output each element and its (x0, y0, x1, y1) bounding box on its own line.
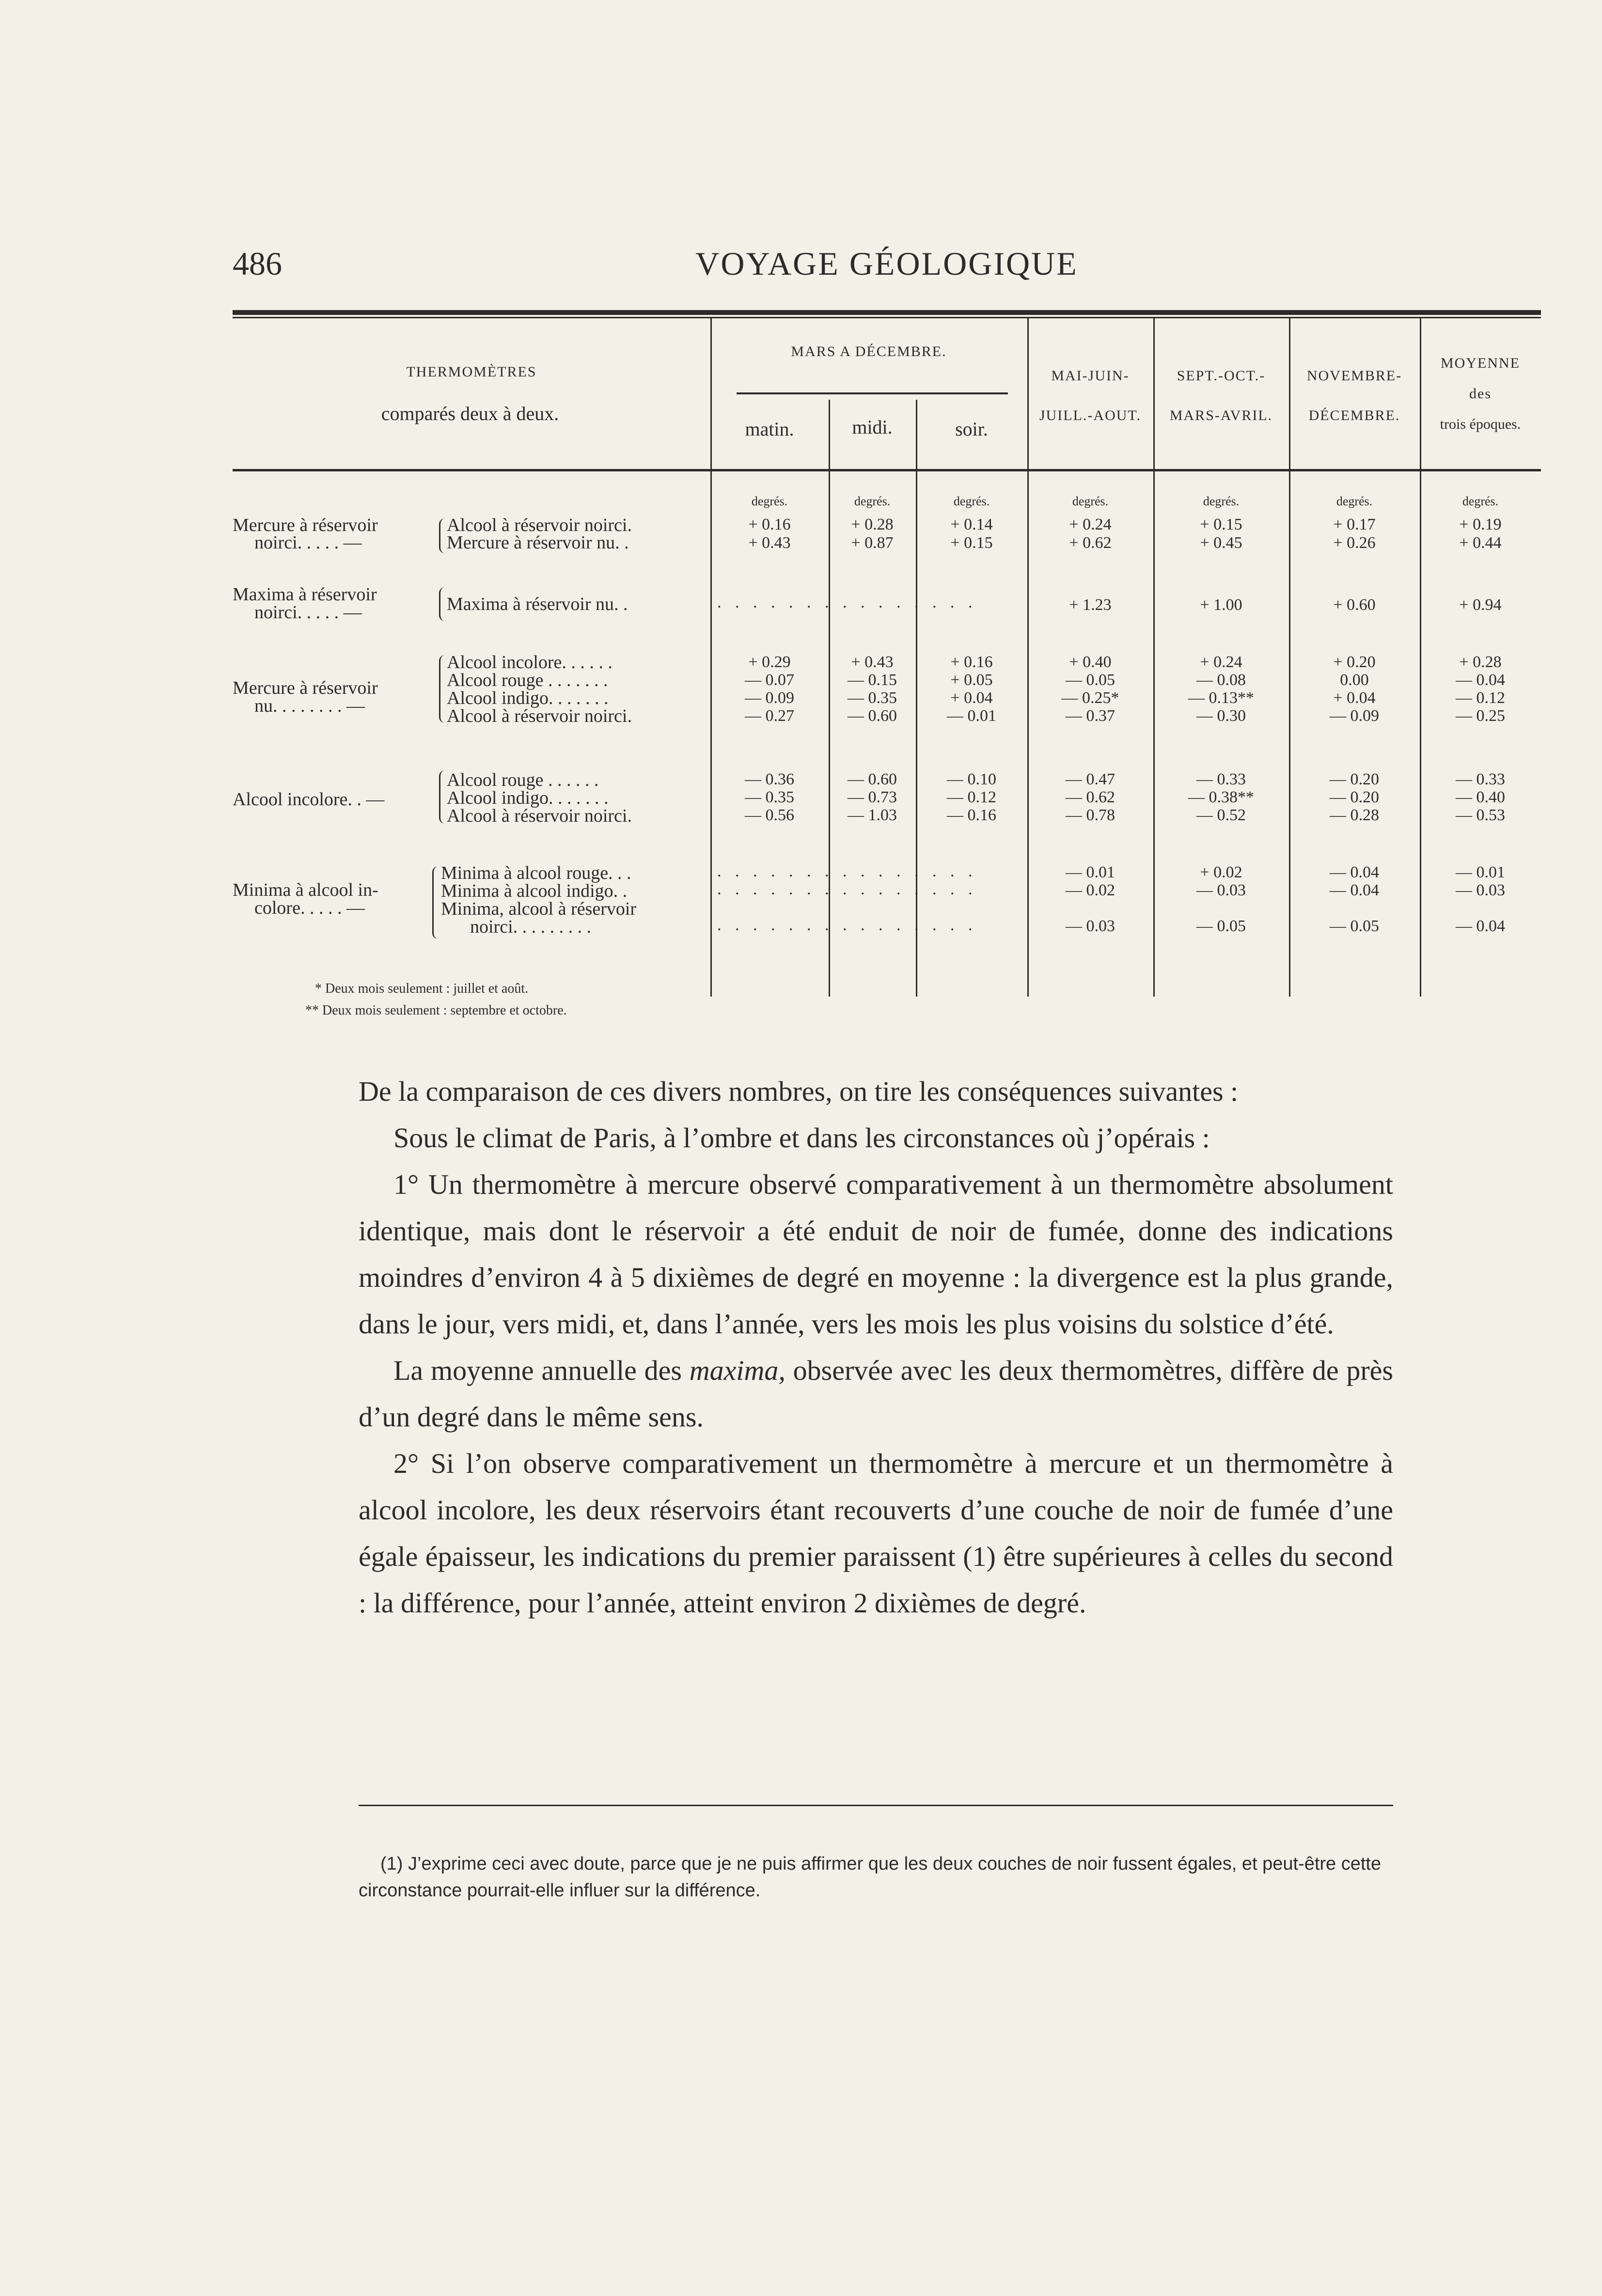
table-cell: + 1.23 (1069, 596, 1112, 614)
page-number: 486 (233, 245, 282, 282)
header-juill-aout: JUILL.-AOUT. (1039, 407, 1142, 423)
table-cell: — 0.02 (1066, 881, 1115, 899)
header-matin: matin. (745, 418, 794, 440)
table-cell: + 0.16 (950, 653, 993, 671)
table-cell: — 0.56 (745, 806, 794, 824)
row-label: Minima, alcool à réservoir (441, 899, 637, 919)
empty-cells-dots: . . . . . . . . . . . . . . . (717, 916, 977, 934)
table-cell: — 0.05 (1066, 671, 1115, 689)
brace (439, 518, 446, 553)
body-text (359, 1068, 1393, 1626)
table-cell: — 0.33 (1456, 770, 1505, 788)
table-cell: + 0.24 (1069, 515, 1112, 533)
table-cell: — 0.04 (1456, 917, 1505, 935)
table-cell: — 0.12 (1456, 689, 1505, 707)
table-cell: — 0.01 (1066, 863, 1115, 881)
header-thermometres: THERMOMÈTRES (406, 364, 537, 380)
empty-cells-dots: . . . . . . . . . . . . . . . (717, 880, 977, 898)
group-label: Alcool incolore. . — (233, 789, 385, 810)
paragraph (359, 1347, 1393, 1440)
unit-label: degrés. (751, 494, 788, 508)
table-cell: — 0.78 (1066, 806, 1115, 824)
group-label: nu. . . . . . . . — (254, 696, 365, 716)
table-cell: — 0.04 (1330, 881, 1379, 899)
table-cell: + 0.62 (1069, 534, 1112, 552)
group-label: noirci. . . . . — (254, 602, 362, 623)
row-label: Alcool à réservoir noirci. (447, 706, 632, 726)
unit-label: degrés. (1462, 494, 1499, 508)
table-cell: — 1.03 (848, 806, 897, 824)
table-cell: — 0.35 (848, 689, 897, 707)
empty-cells-dots: . . . . . . . . . . . . . . . (717, 862, 977, 880)
unit-label: degrés. (953, 494, 990, 508)
table-cell: — 0.20 (1330, 788, 1379, 806)
page-header (233, 245, 1541, 288)
table-cell: — 0.36 (745, 770, 794, 788)
table-cell: + 0.20 (1333, 653, 1376, 671)
unit-label: degrés. (1203, 494, 1240, 508)
header-mars-avril: MARS-AVRIL. (1169, 407, 1273, 423)
table-cell: — 0.47 (1066, 770, 1115, 788)
header-compares: comparés deux à deux. (381, 403, 559, 424)
table-cell: — 0.09 (745, 689, 794, 707)
table-cell: + 0.14 (950, 515, 993, 533)
emphasis-text: maxima, (689, 1355, 785, 1386)
empty-cells-dots: . . . . . . . . . . . . . . . (717, 594, 977, 611)
unit-label: degrés. (1336, 494, 1373, 508)
paragraph: De la comparaison de ces divers nombres, on tire les conséquences suivantes : (359, 1076, 1239, 1107)
header-trois-epoques: trois époques. (1440, 416, 1521, 432)
table-cell: — 0.01 (1456, 863, 1505, 881)
table-cell: — 0.40 (1456, 788, 1505, 806)
table-cell: + 0.28 (851, 515, 894, 533)
table-cell: + 0.28 (1459, 653, 1502, 671)
footnote-rule (359, 1805, 1393, 1806)
table-cell: + 0.43 (851, 653, 894, 671)
table-cell: + 0.15 (950, 534, 993, 552)
table-cell: + 0.45 (1200, 534, 1242, 552)
row-label: Alcool indigo. . . . . . . (447, 788, 609, 808)
row-label: Alcool incolore. . . . . . (447, 652, 613, 672)
table-cell: — 0.60 (848, 770, 897, 788)
table-cell: — 0.25 (1456, 707, 1505, 725)
table-cell: + 0.40 (1069, 653, 1112, 671)
table-cell: + 0.60 (1333, 596, 1376, 614)
running-title: VOYAGE GÉOLOGIQUE (695, 245, 1078, 282)
table-cell: — 0.27 (745, 707, 794, 725)
row-label: Maxima à réservoir nu. . (447, 594, 628, 614)
brace (439, 770, 446, 824)
table-cell: + 0.17 (1333, 515, 1376, 533)
table-cell: + 0.43 (748, 534, 791, 552)
table-cell: — 0.33 (1196, 770, 1246, 788)
comparison-table (233, 310, 1541, 1017)
row-label: Minima à alcool rouge. . . (441, 863, 631, 883)
brace (439, 655, 447, 723)
table-cell: — 0.37 (1066, 707, 1115, 725)
header-midi: midi. (852, 416, 893, 438)
row-label: Alcool rouge . . . . . . . (447, 670, 608, 690)
footnote-text: (1) J’exprime ceci avec doute, parce que je ne puis affirmer que les deux couches de noir fussent égales, et peut-être cette circonstance pourrait-elle influer sur la différence. (359, 1854, 1382, 1901)
group-label: Maxima à réservoir (233, 584, 377, 605)
unit-label: degrés. (1072, 494, 1109, 508)
table-cell: — 0.01 (947, 707, 996, 725)
table-cell: — 0.15 (848, 671, 897, 689)
table-cell: — 0.20 (1330, 770, 1379, 788)
table-cell: + 0.94 (1459, 596, 1502, 614)
table-cell: — 0.52 (1196, 806, 1246, 824)
header-brace (737, 392, 1008, 394)
table-cell: + 0.04 (1333, 689, 1376, 707)
row-label: Alcool rouge . . . . . . (447, 770, 599, 790)
table-note: * Deux mois seulement : juillet et août. (315, 981, 529, 996)
table-cell: — 0.03 (1456, 881, 1505, 899)
table-cell: — 0.03 (1196, 881, 1246, 899)
header-mars-decembre: MARS A DÉCEMBRE. (791, 344, 947, 359)
header-mai-juin: MAI-JUIN- (1051, 368, 1130, 384)
table-cell: + 0.29 (748, 653, 791, 671)
row-label: Minima à alcool indigo. . (441, 881, 628, 901)
table-cell: — 0.04 (1456, 671, 1505, 689)
group-label: colore. . . . . — (254, 898, 365, 918)
table-header-rule (233, 469, 1541, 471)
paragraph-text: observée avec les deux thermomètres, diffère de près d’un degré dans le même sens. (359, 1355, 1394, 1433)
header-sept-oct: SEPT.-OCT.- (1177, 368, 1266, 384)
table-cell: — 0.05 (1330, 917, 1379, 935)
row-label: Alcool à réservoir noirci. (447, 515, 632, 535)
table-cell: — 0.03 (1066, 917, 1115, 935)
table-cell: + 0.19 (1459, 515, 1502, 533)
paragraph-text: La moyenne annuelle des (393, 1355, 690, 1386)
table-note: ** Deux mois seulement : septembre et octobre. (305, 1003, 567, 1018)
table-cell: — 0.07 (745, 671, 794, 689)
table-cell: — 0.12 (947, 788, 996, 806)
table-cell: — 0.35 (745, 788, 794, 806)
table-cell: + 0.44 (1459, 534, 1502, 552)
header-moyenne: MOYENNE (1441, 355, 1520, 371)
table-cell: — 0.30 (1196, 707, 1246, 725)
table-cell: — 0.10 (947, 770, 996, 788)
row-label: Alcool à réservoir noirci. (447, 806, 632, 826)
table-cell: 0.00 (1340, 671, 1369, 689)
table-top-rule-thin (233, 317, 1541, 318)
table-cell: — 0.25* (1061, 689, 1119, 707)
group-label: Mercure à réservoir (233, 515, 378, 535)
header-novembre: NOVEMBRE- (1306, 368, 1402, 384)
row-label: Mercure à réservoir nu. . (447, 532, 629, 553)
table-cell: + 0.15 (1200, 515, 1242, 533)
table-cell: + 0.02 (1200, 863, 1242, 881)
table-cell: + 0.16 (748, 515, 791, 533)
row-label-continuation: noirci. . . . . . . . . (470, 917, 592, 937)
table-cell: — 0.53 (1456, 806, 1505, 824)
table-top-rule (233, 310, 1541, 315)
unit-label: degrés. (854, 494, 891, 508)
paragraph: 2° Si l’on observe comparativement un thermomètre à mercure et un thermomètre à alcool incolore, les deux réservoirs étant recouverts d’une couche de noir de fumée d’une égale épaisseur, les indications du premier paraissent (1) être supérieures à celles du second : la différence, pour l’année, atteint environ 2 dixièmes de degré. (359, 1448, 1393, 1619)
table-cell: — 0.08 (1196, 671, 1246, 689)
group-label: Minima à alcool in- (233, 880, 378, 900)
brace (432, 866, 440, 939)
paragraph: 1° Un thermomètre à mercure observé comparativement à un thermomètre absolument identique, mais dont le réservoir a été enduit de noir de fumée, donne des indications moindres d’environ 4 à 5 dixièmes de degré en moyenne : la divergence est la plus grande, dans le jour, vers midi, et, dans l’année, vers les mois les plus voisins du solstice d’été. (359, 1169, 1393, 1340)
table-cell: + 0.87 (851, 534, 894, 552)
paragraph: Sous le climat de Paris, à l’ombre et dans les circonstances où j’opérais : (393, 1122, 1210, 1154)
table-cell: + 0.26 (1333, 534, 1376, 552)
footnote (359, 1851, 1393, 1904)
table-cell: — 0.16 (947, 806, 996, 824)
table-cell: — 0.73 (848, 788, 897, 806)
header-decembre: DÉCEMBRE. (1308, 407, 1400, 423)
table-cell: — 0.62 (1066, 788, 1115, 806)
row-label: Alcool indigo. . . . . . . (447, 688, 609, 708)
group-label: noirci. . . . . — (254, 532, 362, 553)
group-label: Mercure à réservoir (233, 678, 378, 698)
table-cell: — 0.09 (1330, 707, 1379, 725)
table-cell: — 0.60 (848, 707, 897, 725)
header-des: des (1469, 386, 1492, 402)
brace (439, 587, 446, 621)
table-cell: — 0.13** (1188, 689, 1254, 707)
table-cell: + 1.00 (1200, 596, 1242, 614)
table-cell: + 0.24 (1200, 653, 1242, 671)
table-cell: + 0.04 (950, 689, 993, 707)
table-cell: — 0.05 (1196, 917, 1246, 935)
table-cell: — 0.38** (1188, 788, 1254, 806)
header-soir: soir. (955, 418, 988, 440)
table-cell: — 0.28 (1330, 806, 1379, 824)
table-cell: + 0.05 (950, 671, 993, 689)
table-cell: — 0.04 (1330, 863, 1379, 881)
